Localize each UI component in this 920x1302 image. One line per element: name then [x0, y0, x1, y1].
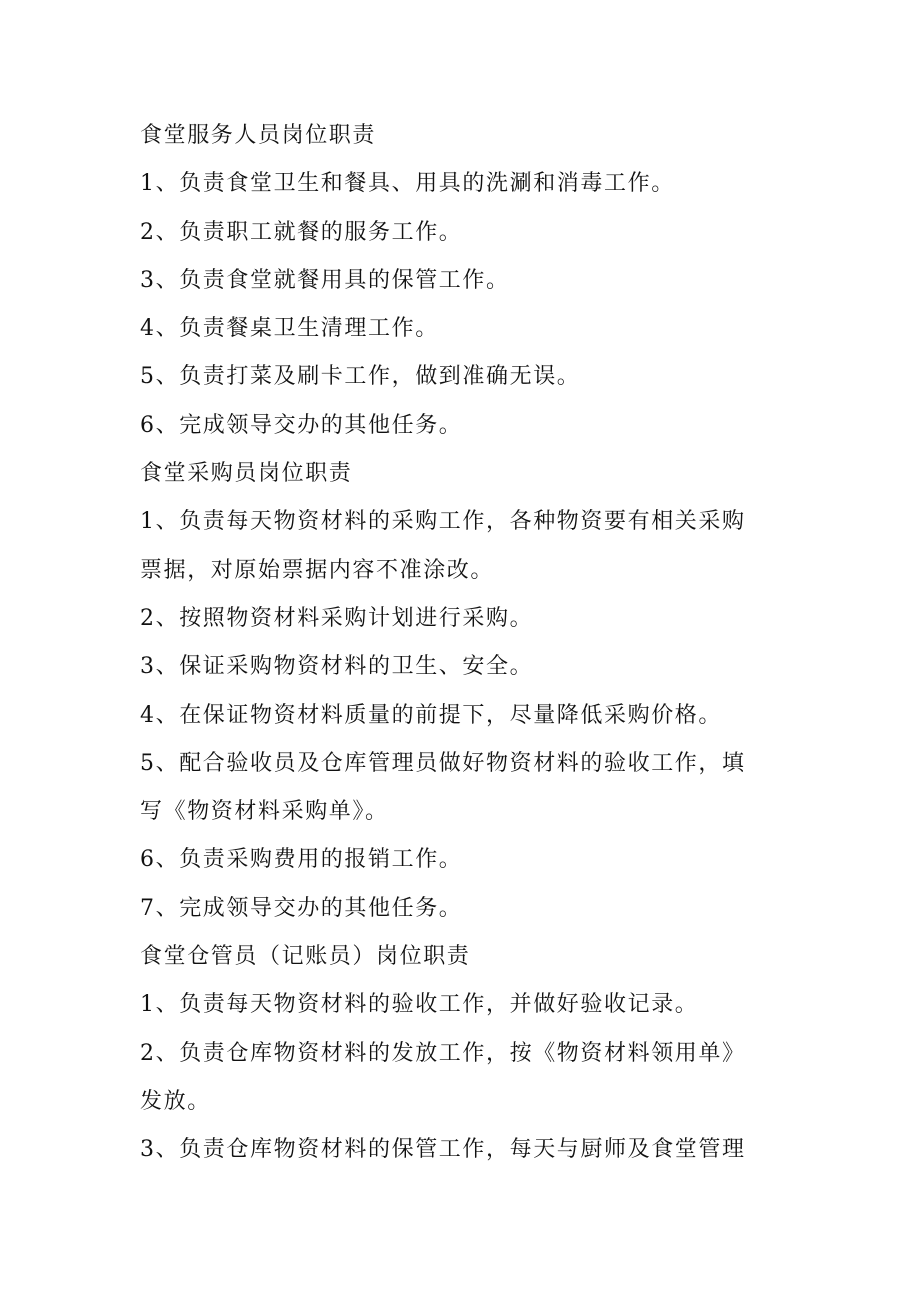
service-duty-2: 2、负责职工就餐的服务工作。 — [140, 219, 463, 245]
purchaser-duty-6: 6、负责采购费用的报销工作。 — [140, 847, 463, 873]
warehouse-duty-2: 2、负责仓库物资材料的发放工作，按《物资材料领用单》 — [140, 1040, 746, 1066]
service-duty-1: 1、负责食堂卫生和餐具、用具的洗涮和消毒工作。 — [140, 171, 675, 197]
section-title-warehouse-keeper: 食堂仓管员（记账员）岗位职责 — [140, 944, 471, 970]
purchaser-duty-7: 7、完成领导交办的其他任务。 — [140, 895, 463, 921]
section-title-service-staff: 食堂服务人员岗位职责 — [140, 123, 377, 148]
warehouse-duty-3: 3、负责仓库物资材料的保管工作，每天与厨师及食堂管理 — [140, 1137, 746, 1163]
purchaser-duty-5: 5、配合验收员及仓库管理员做好物资材料的验收工作，填 — [140, 750, 746, 776]
purchaser-duty-1-cont: 票据，对原始票据内容不准涂改。 — [140, 557, 495, 583]
purchaser-duty-3: 3、保证采购物资材料的卫生、安全。 — [140, 654, 534, 680]
document-body — [140, 112, 790, 1175]
purchaser-duty-5-cont: 写《物资材料采购单》。 — [140, 799, 389, 825]
warehouse-duty-1: 1、负责每天物资材料的验收工作，并做好验收记录。 — [140, 992, 699, 1018]
service-duty-4: 4、负责餐桌卫生清理工作。 — [140, 316, 439, 342]
purchaser-duty-1: 1、负责每天物资材料的采购工作，各种物资要有相关采购 — [140, 509, 746, 535]
service-duty-6: 6、完成领导交办的其他任务。 — [140, 412, 463, 438]
warehouse-duty-2-cont: 发放。 — [140, 1088, 211, 1114]
section-title-purchaser: 食堂采购员岗位职责 — [140, 461, 353, 487]
purchaser-duty-4: 4、在保证物资材料质量的前提下，尽量降低采购价格。 — [140, 702, 722, 728]
service-duty-3: 3、负责食堂就餐用具的保管工作。 — [140, 267, 510, 293]
service-duty-5: 5、负责打菜及刷卡工作，做到准确无误。 — [140, 364, 581, 390]
purchaser-duty-2: 2、按照物资材料采购计划进行采购。 — [140, 605, 534, 631]
